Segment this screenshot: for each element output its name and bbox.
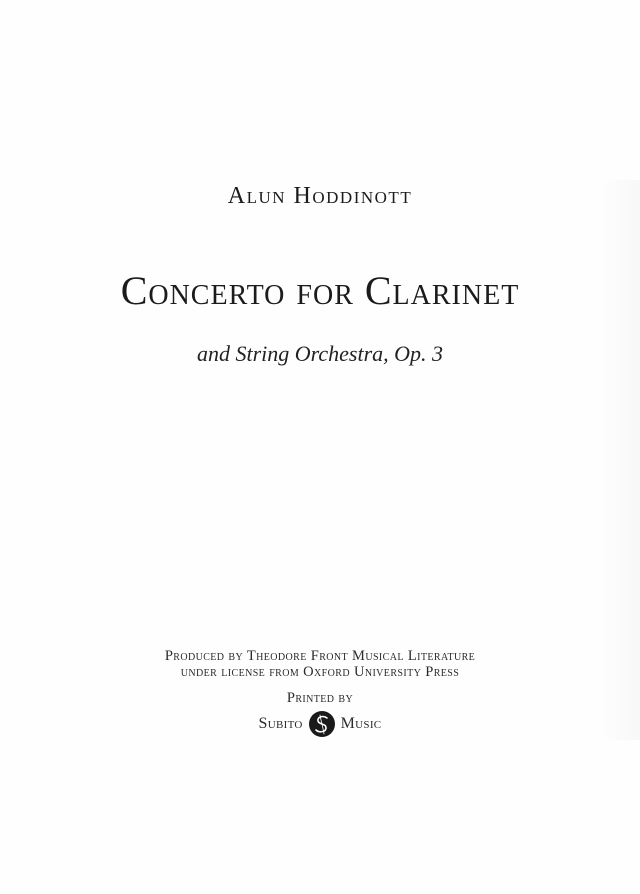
publisher-logo-lockup (0, 706, 640, 742)
composer-name: Alun Hoddinott (227, 183, 413, 209)
producer-credit: Produced by Theodore Front Musical Literature (164, 648, 476, 664)
work-title: Concerto for Clarinet (120, 268, 520, 313)
work-subtitle: and String Orchestra, Op. 3 (196, 341, 444, 366)
license-credit: under license from Oxford University Press (180, 664, 460, 680)
publisher-name-left: Subito (258, 715, 303, 732)
printed-by-label: Printed by (286, 690, 354, 706)
subito-music-logo-icon (307, 709, 337, 739)
publisher-name-right: Music (340, 715, 382, 732)
